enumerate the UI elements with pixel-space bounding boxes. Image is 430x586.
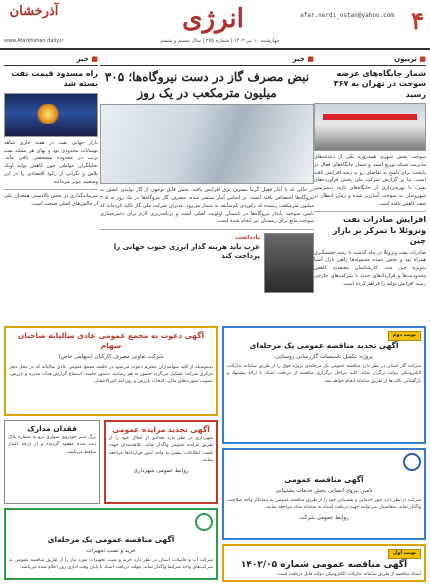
ad-subtitle: خرید و نصب تجهیزات bbox=[86, 547, 136, 554]
assembly-ad bbox=[4, 326, 218, 416]
right-column bbox=[314, 54, 426, 322]
gas-station-photo bbox=[314, 103, 426, 151]
article-body: سوخت بخش شهری همه‌روزه یکی از دغدغه‌های مدیریت شبکه توزیع است و شمار جایگاه‌های فعال در پایتخت برای پاسخ به تقاضای رو به رشد افزایش یافته است. بنا بر گزارش شرکت ملی پخش فرآورده‌های نفتی، با بهره‌برداری از جایگاه‌های تازه، دسترسی شهروندان به سوخت آسان‌تر شده و زمان انتظار در صف کاهش یافته است. bbox=[314, 154, 426, 207]
ad-title: آگهی مناقصه عمومی یک مرحله‌ای bbox=[47, 534, 175, 544]
ad-footer: روابط عمومی شهرداری bbox=[133, 467, 189, 474]
masthead bbox=[0, 0, 430, 50]
ad-footer: روابط عمومی شرکت bbox=[299, 514, 349, 521]
article-body: سرمایه‌گذاری در بخش بالادستی همچنان یکی از چالش‌های اصلی صنعت است. bbox=[4, 193, 98, 208]
ad-text: شهرداری در نظر دارد تعدادی از املاک خود را از طریق مزایده عمومی واگذار نماید. علاقه‌مندان جهت کسب اطلاعات بیشتر به واحد امور قراردادها مراجعه نمایند. bbox=[109, 436, 213, 464]
ad-text: برگ سبز خودروی سواری پژو به شماره پلاک ثبت شده مفقود گردیده و از درجه اعتبار ساقط می‌باشد. bbox=[8, 435, 96, 455]
divider bbox=[100, 229, 314, 230]
auction-ad bbox=[104, 420, 218, 504]
ad-text: اسناد مناقصه از طریق سامانه تدارکات الکترونیکی دولت قابل دریافت است. bbox=[276, 571, 421, 577]
photo-caption: شمار جایگاه‌های عرضه سوخت در تهران به ۳۶۷ رسید bbox=[333, 69, 426, 99]
brand-logo: آذرخشان bbox=[9, 4, 59, 19]
ad-text: شرکت گاز استان در نظر دارد مناقصه عمومی یک مرحله‌ای پروژه فوق را از طریق سامانه تدارکات الکترونیکی دولت برگزار نماید. کلیه مراحل برگزاری مناقصه از دریافت اسناد تا ارائه پیشنهاد و بازگشایی پاکت‌ها از طریق سامانه انجام خواهد شد. bbox=[227, 363, 421, 384]
article-body: بازار جهانی نفت در هفته جاری شاهد نوسانات محدودی بود و بهای هر بشکه نفت برنت در محدوده مشخصی باقی ماند. تحلیلگران عواملی چون کاهش تولید اوپک پلاس و نگرانی از رکود اقتصادی را در این وضعیت موثر می‌دانند. bbox=[4, 139, 98, 185]
opinion-label: یادداشت bbox=[235, 234, 260, 242]
divider bbox=[4, 189, 98, 190]
tender-ad bbox=[222, 448, 426, 540]
ad-subtitle: شرکت تعاونی مصرف کارکنان (سهامی خاص) bbox=[58, 354, 164, 361]
main-headline: نبض مصرف گاز در دست نیروگاه‌ها؛ ۳۰۵ میلیون مترمکعب در یک روز bbox=[104, 70, 310, 101]
article-headline: راه مسدود قیمت نفت بسته شد bbox=[11, 69, 98, 89]
dateline: چهارشنبه ۱۰ تیر ۱۴۰۲ | شماره ۲۷۵ | سال بیستم و ششم bbox=[160, 38, 280, 44]
article-headline: افزایش صادرات نفت ونزوئلا با تمرکز بر بازار چین bbox=[332, 215, 426, 246]
newspaper-logo: انرژی bbox=[182, 4, 244, 34]
ad-text: بدینوسیله از کلیه سهامداران محترم دعوت می‌شود در جلسه مجمع عمومی عادی سالیانه که در محل دفتر مرکزی شرکت تشکیل می‌گردد حضور به هم رسانند. دستور جلسه: استماع گزارش هیات مدیره و بازرس، تصویب صورت‌های مالی، انتخاب بازرس و روزنامه کثیرالانتشار. bbox=[9, 364, 213, 385]
tender-ad bbox=[222, 544, 426, 582]
company-emblem-icon bbox=[403, 453, 421, 471]
ad-title: آگهی تجدید مزایده عمومی bbox=[112, 425, 210, 434]
pipeline-photo bbox=[4, 93, 98, 137]
page-number: ۴ bbox=[411, 6, 424, 35]
advertisements bbox=[4, 326, 426, 582]
ad-subtitle: تامین نیروی انسانی بخش خدمات پشتیبانی bbox=[275, 487, 373, 494]
article-body: صادرات نفت ونزوئلا در ماه گذشته با رشد چشمگیری همراه بود و بخش عمده محموله‌ها راهی بازار آسیا به‌ویژه چین شد. کارشناسان معتقدند کاهش محدودیت‌ها و قراردادهای جدید با شرکت‌های خارجی زمینه افزایش تولید را فراهم کرده است. bbox=[314, 249, 426, 287]
company-emblem-icon bbox=[195, 513, 213, 531]
divider bbox=[314, 211, 426, 212]
section-label: ■ خبر bbox=[4, 54, 98, 66]
website-url: www.Afarkhshan.daily.ir bbox=[4, 38, 64, 44]
middle-column bbox=[100, 54, 314, 322]
article-body: در حالی که با آغاز فصل گرما مصرف برق افزایش یافته، بخش قابل توجهی از گاز تولیدی کشور به نیروگاه‌ها اختصاص یافته است. بر اساس آمار منتشر شده، مصرف گاز نیروگاه‌ها در یک روز به ۳۰۵ میلیون مترمکعب رسیده که رکوردی کم‌سابقه به شمار می‌رود. مدیران شرکت ملی گاز تاکید کرده‌اند که تامین سوخت پایدار نیروگاه‌ها در تابستان اولویت اصلی است و برنامه‌ریزی لازم برای ذخیره‌سازی سوخت مایع برای زمستان نیز انجام شده است. bbox=[100, 187, 314, 225]
ad-tag: نوبت اول bbox=[388, 549, 421, 559]
ad-subtitle: پروژه: تکمیل تاسیسات گازرسانی روستایی bbox=[275, 353, 373, 360]
ad-title: آگهی تجدید مناقصه عمومی یک مرحله‌ای bbox=[249, 340, 399, 350]
email-address: afar.nerdi_ostan@yahoo.com bbox=[300, 12, 394, 19]
tender-ad bbox=[4, 508, 218, 580]
building-photo bbox=[100, 104, 314, 184]
ad-text: شرکت آب و فاضلاب استان در نظر دارد خرید و نصب تجهیزات مورد نیاز را از طریق مناقصه عمومی به شرکت‌های واجد شرایط واگذار نماید. مهلت دریافت اسناد تا پایان وقت اداری روز اعلام شده می‌باشد. bbox=[9, 557, 213, 571]
tender-ad bbox=[222, 326, 426, 444]
section-label: ■ تریبون bbox=[314, 54, 426, 66]
ad-title: فقدان مدارک bbox=[27, 424, 77, 433]
lost-documents-ad bbox=[4, 420, 100, 504]
ad-title: آگهی مناقصه عمومی شماره ۱۴۰۲/۰۵ bbox=[240, 559, 408, 570]
ad-title: آگهی دعوت به مجمع عمومی عادی سالیانه صاحبان سهام bbox=[17, 331, 205, 351]
opinion-title: غرب باید هزینه گذار انرژی جنوب جهانی را پرداخت کند bbox=[113, 242, 260, 261]
author-photo bbox=[264, 233, 314, 293]
left-column bbox=[4, 54, 98, 322]
ad-text: شرکت در نظر دارد امور خدماتی و پشتیبانی خود را از طریق مناقصه عمومی به پیمانکار واجد صلاحیت واگذار نماید. متقاضیان می‌توانند جهت دریافت اسناد به سامانه ستاد مراجعه نمایند. bbox=[227, 497, 421, 511]
ad-tag: نوبت دوم bbox=[388, 331, 421, 341]
section-label: ■ خبر bbox=[100, 54, 314, 66]
ad-title: آگهی مناقصه عمومی bbox=[284, 474, 364, 484]
